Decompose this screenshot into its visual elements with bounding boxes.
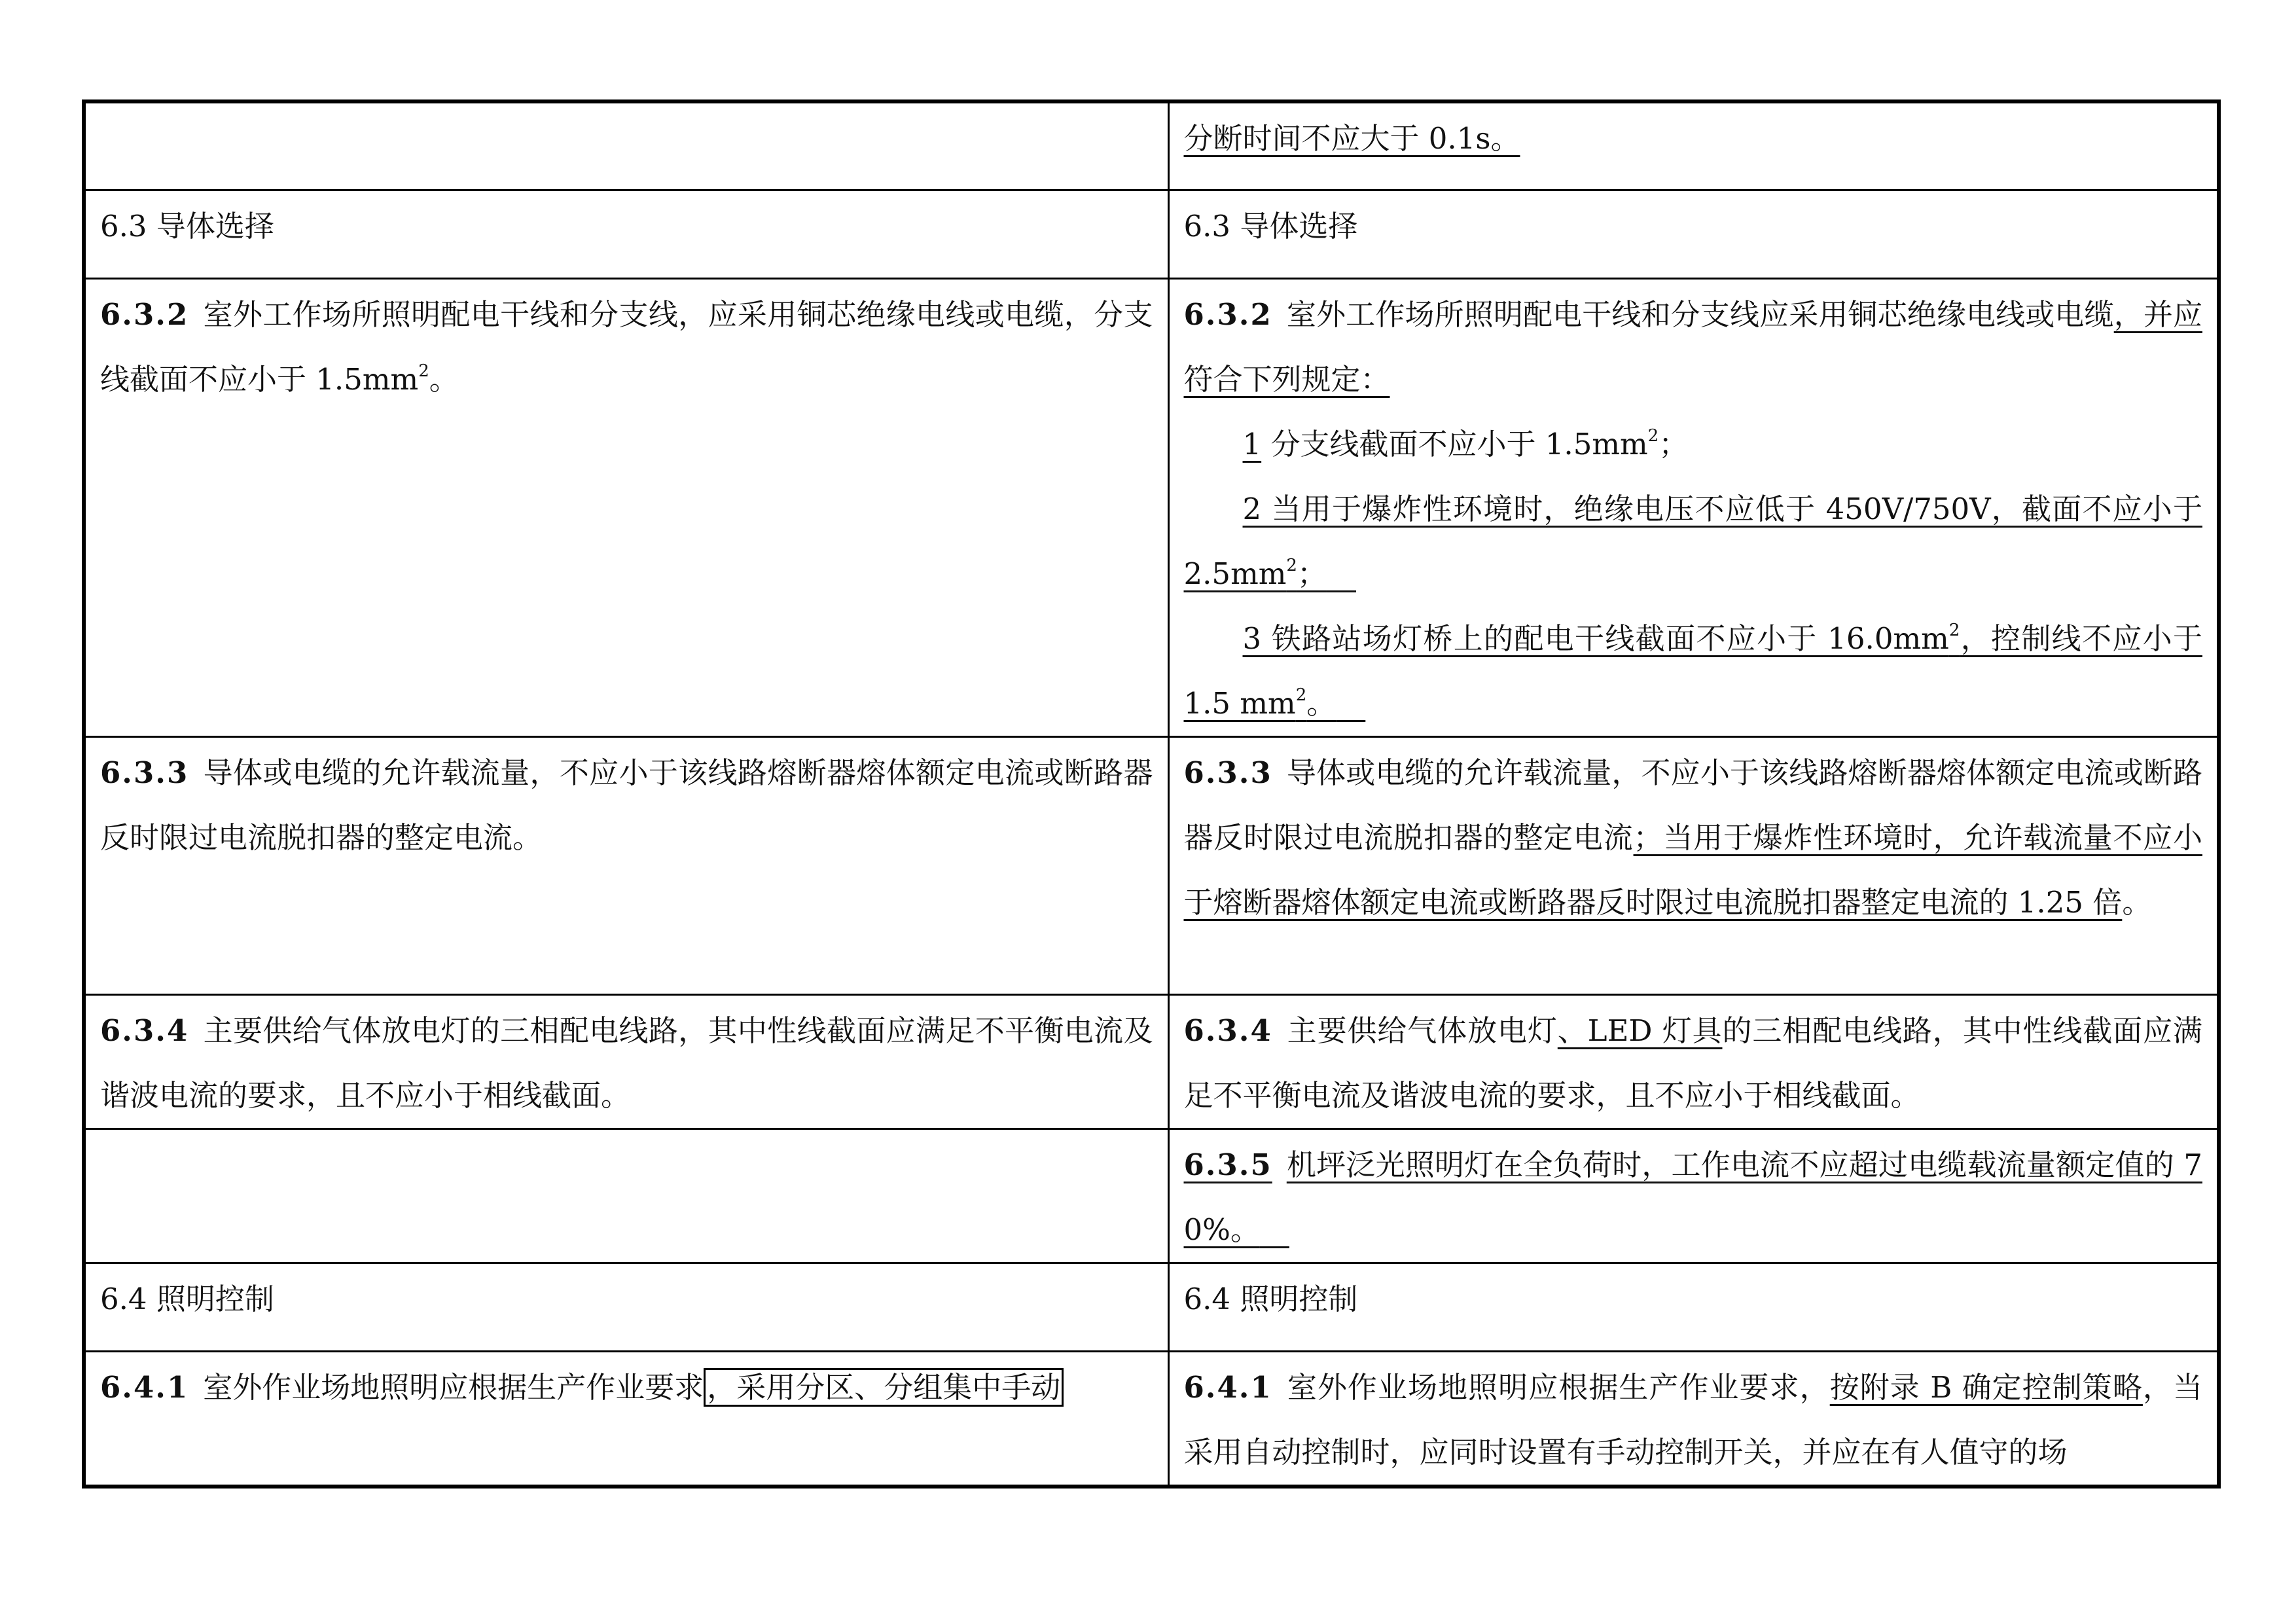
table-row	[84, 1351, 2219, 1487]
clause-number: 6.4.1	[100, 1369, 189, 1405]
superscript: 2	[1286, 555, 1297, 575]
clause-text: 室外作业场地照明应根据生产作业要求	[203, 1369, 704, 1405]
item-text: 2 当用于爆炸性环境时，绝缘电压不应低于 450V/750V，截面不应小于 2.5mm	[1183, 491, 2202, 591]
table-row	[84, 736, 2219, 994]
clause-text: 的三相配电线路，其中性线截面应满足不平衡电流及谐波电流的要求，且不应小于相线截面。	[1183, 1013, 2202, 1113]
clause-text: 室外工作场所照明配电干线和分支线应采用铜芯绝缘电线或电缆	[1286, 297, 2114, 332]
old-clause-cell	[84, 994, 1168, 1128]
table-row	[84, 1263, 2219, 1351]
item-end: 。	[1306, 685, 1336, 721]
clause-paragraph	[1184, 282, 2203, 412]
clause-number: 6.3.2	[100, 297, 189, 332]
old-clause-cell	[84, 1351, 1168, 1487]
new-section-heading	[1168, 190, 2219, 278]
deleted-text-box: ，采用分区、分组集中手动	[704, 1368, 1064, 1407]
new-clause-cell	[1168, 736, 2219, 994]
revised-text: 分断时间不应大于 0.1s。	[1183, 121, 1520, 156]
table-row	[84, 101, 2219, 190]
list-item	[1184, 412, 2203, 477]
revised-text: ；当用于爆炸性环境时，允许载流量不应小于熔断器熔体额定电流或断路器反时限过电流脱扣器整定电流的 1.25 倍	[1183, 820, 2202, 920]
new-clause-cell	[1168, 994, 2219, 1128]
table-row	[84, 190, 2219, 278]
clause-number: 6.4.1	[1183, 1369, 1272, 1405]
table-row	[84, 994, 2219, 1128]
table-row	[84, 1128, 2219, 1263]
comparison-table	[82, 99, 2221, 1489]
item-text: 3 铁路站场灯桥上的配电干线截面不应小于 16.0mm	[1242, 621, 1949, 656]
old-section-heading	[84, 1263, 1168, 1351]
clause-number: 6.3.3	[1183, 755, 1272, 790]
list-item	[1184, 606, 2203, 736]
revised-text	[1184, 492, 2203, 591]
clause-number: 6.3.5	[1183, 1147, 1272, 1182]
clause-end: 。	[2122, 884, 2152, 920]
clause-number: 6.3.4	[1183, 1013, 1272, 1048]
revised-text	[1184, 621, 2203, 721]
clause-end: 。	[429, 361, 459, 397]
clause-text: ，当采用自动控制时，应同时设置有手动控制开关，并应在有人值守的场	[1183, 1369, 2202, 1470]
clause-number: 6.3.3	[100, 755, 189, 790]
list-item	[1184, 477, 2203, 606]
new-clause-cell	[1168, 278, 2219, 736]
new-clause-cell	[1168, 1128, 2219, 1263]
section-title: 6.4 照明控制	[1183, 1281, 1358, 1316]
clause-text: 主要供给气体放电灯	[1286, 1013, 1558, 1048]
superscript: 2	[418, 361, 429, 381]
item-end: ；	[1297, 556, 1327, 591]
old-clause-cell	[84, 736, 1168, 994]
section-title: 6.3 导体选择	[100, 208, 274, 244]
item-text: ，控制线不应小于 1.5 mm	[1183, 621, 2202, 721]
superscript: 2	[1647, 425, 1659, 446]
table-row	[84, 278, 2219, 736]
clause-text: 导体或电缆的允许载流量，不应小于该线路熔断器熔体额定电流或断路器反时限过电流脱扣器的整定电流	[1183, 755, 2202, 855]
new-section-heading	[1168, 1263, 2219, 1351]
new-clause-cell	[1168, 1351, 2219, 1487]
new-clause-cell	[1168, 101, 2219, 190]
section-title: 6.3 导体选择	[1183, 208, 1358, 244]
clause-number: 6.3.4	[100, 1013, 189, 1048]
revised-text: 按附录 B 确定控制策略	[1829, 1369, 2143, 1405]
clause-text: 导体或电缆的允许载流量，不应小于该线路熔断器熔体额定电流或断路器反时限过电流脱扣器的整定电流。	[100, 755, 1153, 855]
item-number: 1	[1242, 426, 1262, 461]
old-clause-cell	[84, 278, 1168, 736]
clause-text: 主要供给气体放电灯的三相配电线路，其中性线截面应满足不平衡电流及谐波电流的要求，且不应小于相线截面。	[100, 1013, 1153, 1113]
clause-number: 6.3.2	[1183, 297, 1272, 332]
superscript: 2	[1948, 620, 1960, 640]
superscript: 2	[1295, 685, 1307, 705]
revised-text: 、LED 灯具	[1557, 1013, 1723, 1048]
item-text: 分支线截面不应小于 1.5mm	[1270, 426, 1648, 461]
section-title: 6.4 照明控制	[100, 1281, 274, 1316]
old-clause-cell	[84, 1128, 1168, 1263]
clause-text: 室外作业场地照明应根据生产作业要求，	[1286, 1369, 1830, 1405]
old-section-heading	[84, 190, 1168, 278]
old-clause-cell	[84, 101, 1168, 190]
clause-text: 机坪泛光照明灯在全负荷时，工作电流不应超过电缆载流量额定值的 70%。	[1183, 1147, 2202, 1247]
item-end: ；	[1659, 426, 1689, 461]
revised-text	[1184, 1147, 2203, 1247]
clause-text: 室外工作场所照明配电干线和分支线，应采用铜芯绝缘电线或电缆，分支线截面不应小于 1.5mm	[100, 297, 1153, 397]
revised-text: ，并应符合下列规定：	[1183, 297, 2202, 397]
